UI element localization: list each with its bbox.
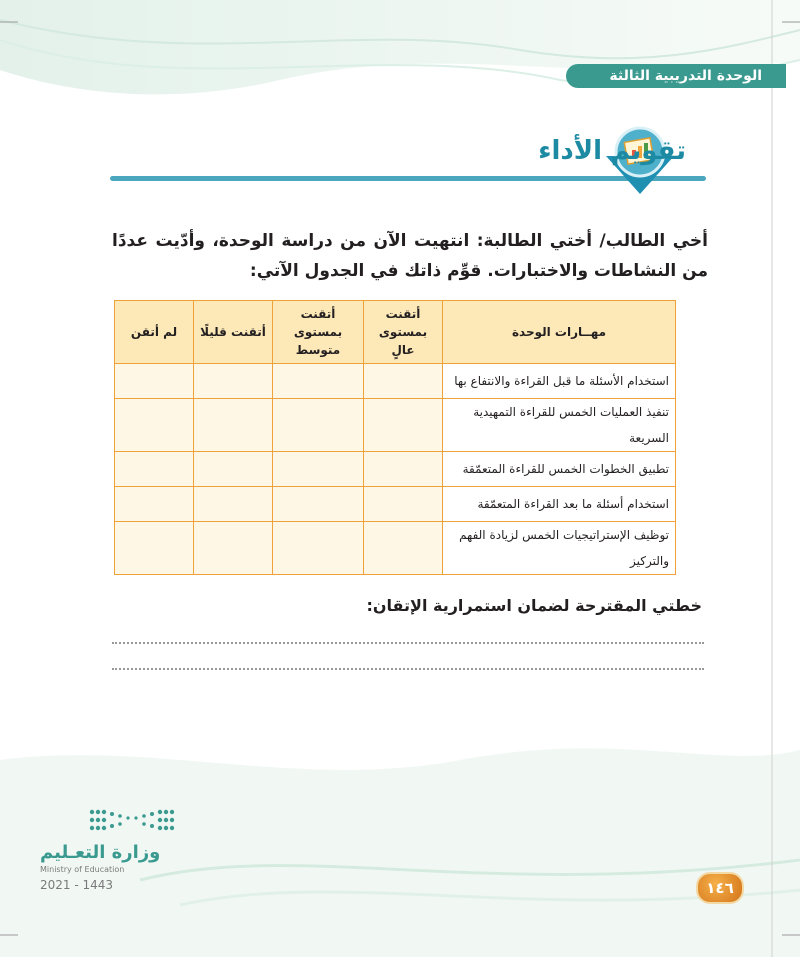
skill-cell: استخدام الأسئلة ما قبل القراءة والانتفاع بها — [443, 364, 676, 399]
rating-cell-medium[interactable] — [273, 399, 364, 452]
table-row — [115, 452, 676, 487]
self-assessment-table — [114, 300, 676, 575]
rating-cell-little[interactable] — [194, 487, 273, 522]
section-title: تقويم الأداء — [538, 136, 686, 166]
rating-cell-little[interactable] — [194, 452, 273, 487]
rating-cell-high[interactable] — [364, 522, 443, 575]
rating-cell-none[interactable] — [115, 364, 194, 399]
rating-cell-none[interactable] — [115, 522, 194, 575]
rating-cell-high[interactable] — [364, 487, 443, 522]
rating-cell-medium[interactable] — [273, 522, 364, 575]
table-row — [115, 487, 676, 522]
rating-cell-medium[interactable] — [273, 452, 364, 487]
ministry-name-english: Ministry of Education — [40, 865, 125, 874]
plan-answer-line[interactable] — [112, 642, 704, 644]
rating-cell-medium[interactable] — [273, 487, 364, 522]
rating-cell-none[interactable] — [115, 487, 194, 522]
intro-paragraph: أخي الطالب/ أختي الطالبة: انتهيت الآن من دراسة الوحدة، وأدّيت عددًا من النشاطات والاختبارات. قوِّم ذاتك في الجدول الآتي: — [112, 231, 708, 281]
plan-answer-line[interactable] — [112, 668, 704, 670]
rating-cell-none[interactable] — [115, 452, 194, 487]
header-none: لم أتقن — [115, 301, 194, 364]
header-little: أتقنت قليلًا — [194, 301, 273, 364]
skill-cell: توظيف الإستراتيجيات الخمس لزيادة الفهم والتركيز — [443, 522, 676, 575]
skill-cell: استخدام أسئلة ما بعد القراءة المتعمّقة — [443, 487, 676, 522]
page-number: ١٤٦ — [696, 872, 744, 904]
rating-cell-little[interactable] — [194, 399, 273, 452]
table-header-row — [115, 301, 676, 364]
table-row — [115, 522, 676, 575]
rating-cell-none[interactable] — [115, 399, 194, 452]
rating-cell-medium[interactable] — [273, 364, 364, 399]
rating-cell-high[interactable] — [364, 364, 443, 399]
rating-cell-little[interactable] — [194, 522, 273, 575]
unit-tab: الوحدة التدريبية الثالثة — [566, 64, 786, 88]
skill-cell: تنفيذ العمليات الخمس للقراءة التمهيدية السريعة — [443, 399, 676, 452]
plan-label: خطتي المقترحة لضمان استمرارية الإتقان: — [366, 596, 702, 615]
table-row — [115, 399, 676, 452]
ministry-name-arabic: وزارة التعـليم — [40, 842, 161, 863]
header-medium: أتقنت بمستوى متوسط — [273, 301, 364, 364]
rating-cell-high[interactable] — [364, 452, 443, 487]
ministry-logo-icon — [86, 806, 182, 836]
rating-cell-high[interactable] — [364, 399, 443, 452]
table-row — [115, 364, 676, 399]
header-high: أتقنت بمستوى عالٍ — [364, 301, 443, 364]
ministry-year: 2021 - 1443 — [40, 878, 114, 892]
header-skills: مهــارات الوحدة — [443, 301, 676, 364]
skill-cell: تطبيق الخطوات الخمس للقراءة المتعمّقة — [443, 452, 676, 487]
rating-cell-little[interactable] — [194, 364, 273, 399]
